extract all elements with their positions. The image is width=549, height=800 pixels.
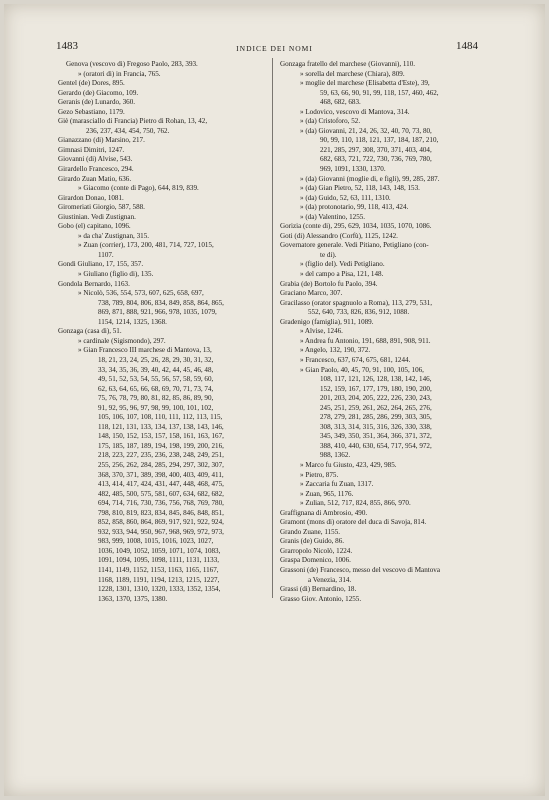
index-entry: Giovanni (di) Alvise, 543.	[58, 155, 133, 164]
index-entry: » (oratori di) in Francia, 765.	[78, 69, 161, 78]
index-entry: 1107.	[98, 250, 114, 259]
column-divider	[272, 58, 273, 598]
index-entry: Governatore generale. Vedi Pitiano, Petigliano (con-	[280, 241, 429, 250]
index-entry: 482, 485, 500, 575, 581, 607, 634, 682, 682,	[98, 489, 224, 498]
index-entry: » sorella del marchese (Chiara), 809.	[300, 69, 405, 78]
index-entry: Grabia (de) Bortolo fu Paolo, 394.	[280, 279, 378, 288]
index-entry: 148, 150, 152, 153, 157, 158, 161, 163, 167,	[98, 432, 224, 441]
index-entry: » Francesco, 637, 674, 675, 681, 1244.	[300, 355, 411, 364]
index-entry: Grassi (di) Bernardino, 18.	[280, 585, 357, 594]
index-entry: 105, 106, 107, 108, 110, 111, 112, 113, 115,	[98, 413, 223, 422]
index-entry: 245, 251, 259, 261, 262, 264, 265, 276,	[320, 403, 432, 412]
index-entry: 388, 410, 440, 630, 654, 717, 954, 972,	[320, 441, 432, 450]
index-entry: 1228, 1301, 1310, 1320, 1333, 1352, 1354,	[98, 585, 221, 594]
index-entry: Grarropolo Nicolò, 1224.	[280, 546, 353, 555]
index-entry: Giustinian. Vedi Zustignan.	[58, 212, 136, 221]
index-entry: 118, 121, 131, 133, 134, 137, 138, 143, 146,	[98, 422, 224, 431]
index-entry: Gezo Sebastiano, 1179.	[58, 107, 125, 116]
index-entry: 345, 349, 350, 351, 364, 366, 371, 372,	[320, 432, 432, 441]
index-entry: » da cha' Zustignan, 315.	[78, 231, 150, 240]
index-entry: 694, 714, 716, 730, 736, 756, 768, 769, 780,	[98, 499, 224, 508]
index-entry: Geranis (de) Lunardo, 360.	[58, 98, 136, 107]
index-entry: Gramont (mons di) oratore del duca di Savoja, 814.	[280, 518, 427, 527]
index-entry: te di).	[320, 250, 337, 259]
index-entry: » Alvise, 1246.	[300, 327, 343, 336]
index-entry: 236, 237, 434, 454, 750, 762.	[86, 126, 170, 135]
index-entry: Gradenigo (famiglia), 911, 1089.	[280, 317, 374, 326]
index-entry: Grasso Giov. Antonio, 1255.	[280, 594, 362, 603]
index-entry: » Angelo, 132, 190, 372.	[300, 346, 371, 355]
index-entry: 152, 159, 167, 177, 179, 180, 190, 200,	[320, 384, 432, 393]
index-entry: Genova (vescovo di) Fregoso Paolo, 283, 393.	[66, 60, 198, 68]
left-index-column	[58, 60, 267, 604]
index-entry: 255, 256, 262, 284, 285, 294, 297, 302, 307,	[98, 460, 224, 469]
index-entry: 218, 223, 227, 235, 236, 238, 248, 249, 251,	[98, 451, 224, 460]
index-entry: Gerardo (de) Giacomo, 109.	[58, 88, 139, 97]
index-entry: 33, 34, 35, 36, 39, 40, 42, 44, 45, 46, 48,	[98, 365, 214, 374]
index-entry: 221, 285, 297, 308, 370, 371, 403, 404,	[320, 145, 432, 154]
index-entry: Grassoni (de) Francesco, messo del vescovo di Mantova	[280, 565, 440, 574]
index-entry: 552, 640, 733, 826, 836, 912, 1088.	[308, 308, 410, 317]
running-title: INDICE DEI NOMI	[236, 44, 313, 53]
index-entry: 308, 313, 314, 315, 316, 326, 330, 338,	[320, 422, 432, 431]
index-entry: 1168, 1189, 1191, 1194, 1213, 1215, 1227,	[98, 575, 220, 584]
index-entry: Gondola Bernardo, 1163.	[58, 279, 130, 288]
index-entry: » Pietro, 875.	[300, 470, 339, 479]
index-entry: 932, 933, 944, 950, 967, 968, 969, 972, 973,	[98, 527, 224, 536]
index-entry: a Venezia, 314.	[308, 575, 352, 584]
index-entry: 1091, 1094, 1095, 1098, 1111, 1131, 1133,	[98, 556, 220, 565]
index-entry: 1154, 1214, 1325, 1368.	[98, 317, 167, 326]
index-entry: Gianazzano (di) Marsino, 217.	[58, 136, 145, 145]
index-entry: » (da) protonotario, 99, 118, 413, 424.	[300, 203, 409, 212]
index-entry: 869, 871, 888, 921, 966, 978, 1035, 1079,	[98, 308, 217, 317]
index-entry: » cardinale (Sigismondo), 297.	[78, 336, 166, 345]
index-entry: 969, 1091, 1330, 1370.	[320, 165, 386, 174]
index-entry: » Zuan (corrier), 173, 200, 481, 714, 727, 1015,	[78, 241, 214, 250]
index-entry: 201, 203, 204, 205, 222, 226, 230, 243,	[320, 394, 432, 403]
index-entry: 468, 682, 683.	[320, 98, 361, 107]
index-entry: » Lodovico, vescovo di Mantova, 314.	[300, 107, 410, 116]
index-entry: Gobo (el) capitano, 1096.	[58, 222, 131, 231]
right-index-column	[280, 60, 492, 604]
right-page-number: 1484	[456, 40, 478, 52]
left-page-number: 1483	[56, 40, 78, 52]
index-entry: 413, 414, 417, 424, 431, 447, 448, 468, 475,	[98, 480, 224, 489]
index-entry: » (da) Valentino, 1255.	[300, 212, 366, 221]
index-entry: Gondi Giuliano, 17, 155, 357.	[58, 260, 144, 269]
index-entry: Gracilasso (orator spagnuolo a Roma), 113, 279, 531,	[280, 298, 433, 307]
index-entry: 1036, 1049, 1052, 1059, 1071, 1074, 1083,	[98, 546, 221, 555]
index-entry: Giè (marasciallo di Francia) Pietro di Rohan, 13, 42,	[58, 117, 208, 126]
index-entry: 18, 21, 23, 24, 25, 26, 28, 29, 30, 31, 32,	[98, 355, 214, 364]
index-entry: » del campo a Pisa, 121, 148.	[300, 270, 384, 279]
index-entry: » Nicolò, 536, 554, 573, 607, 625, 658, 697,	[78, 289, 204, 298]
index-entry: 988, 1362.	[320, 451, 351, 460]
index-entry: Gonzaga fratello del marchese (Giovanni), 110.	[280, 60, 416, 68]
index-entry: 852, 858, 860, 864, 869, 917, 921, 922, 924,	[98, 518, 224, 527]
index-entry: Girardello Francesco, 294.	[58, 165, 134, 174]
index-entry: 278, 279, 281, 285, 286, 299, 303, 305,	[320, 413, 432, 422]
index-entry: » Giacomo (conte di Pago), 644, 819, 839.	[78, 184, 199, 193]
index-entry: 1141, 1149, 1152, 1153, 1163, 1165, 1167,	[98, 565, 219, 574]
index-entry: 738, 789, 804, 806, 834, 849, 858, 864, 865,	[98, 298, 224, 307]
index-entry: 62, 63, 64, 65, 66, 68, 69, 70, 71, 73, 74,	[98, 384, 214, 393]
index-entry: 682, 683, 721, 722, 730, 736, 769, 780,	[320, 155, 432, 164]
index-entry: Goti (di) Alessandro (Corfù), 1125, 1242.	[280, 231, 398, 240]
index-entry: Gentel (de) Dores, 895.	[58, 79, 125, 88]
index-entry: Girardon Donao, 1081.	[58, 193, 124, 202]
index-entry: » (figlio del). Vedi Petigliano.	[300, 260, 385, 269]
index-entry: Graspa Domenico, 1006.	[280, 556, 351, 565]
index-entry: Gonzaga (casa di), 51.	[58, 327, 122, 336]
index-entry: » (da) Guido, 52, 63, 111, 1310.	[300, 193, 391, 202]
index-entry: » moglie del marchese (Elisabetta d'Este), 39,	[300, 79, 430, 88]
index-entry: » Zaccaria fu Zuan, 1317.	[300, 480, 374, 489]
index-entry: 175, 185, 187, 189, 194, 198, 199, 200, 216,	[98, 441, 224, 450]
index-entry: » (da) Giovanni (moglie di, e figli), 99, 285, 287.	[300, 174, 440, 183]
index-entry: Granis (de) Guido, 86.	[280, 537, 345, 546]
index-entry: » (da) Gian Pietro, 52, 118, 143, 148, 153.	[300, 184, 420, 193]
index-entry: » Gian Paolo, 40, 45, 70, 91, 100, 105, 106,	[300, 365, 424, 374]
index-entry: Girardo Zuan Matio, 636.	[58, 174, 132, 183]
index-entry: Graciano Marco, 307.	[280, 289, 343, 298]
index-entry: 798, 810, 819, 823, 834, 845, 846, 848, 851,	[98, 508, 224, 517]
index-entry: 108, 117, 121, 126, 128, 138, 142, 146,	[320, 375, 432, 384]
index-entry: » Andrea fu Antonio, 191, 688, 891, 908, 911.	[300, 336, 431, 345]
index-entry: » Giuliano (figlio di), 135.	[78, 270, 154, 279]
index-entry: Gorizia (conte di), 295, 629, 1034, 1035, 1070, 1086.	[280, 222, 432, 231]
index-entry: 75, 76, 78, 79, 80, 81, 82, 85, 86, 89, 90,	[98, 394, 214, 403]
index-entry: Grando Zuane, 1155.	[280, 527, 341, 536]
index-entry: » Gian Francesco III marchese di Mantova, 13,	[78, 346, 212, 355]
index-entry: 49, 51, 52, 53, 54, 55, 56, 57, 58, 59, 60,	[98, 375, 214, 384]
index-entry: 1363, 1370, 1375, 1380.	[98, 594, 168, 603]
index-entry: 983, 999, 1008, 1015, 1016, 1023, 1027,	[98, 537, 214, 546]
index-entry: » (da) Giovanni, 21, 24, 26, 32, 40, 70, 73, 80,	[300, 126, 432, 135]
index-entry: Graffignana di Ambrosio, 490.	[280, 508, 368, 517]
index-entry: » (da) Cristoforo, 52.	[300, 117, 361, 126]
index-entry: Giromeriati Giorgio, 587, 588.	[58, 203, 145, 212]
index-entry: » Marco fu Giusto, 423, 429, 985.	[300, 460, 397, 469]
index-entry: » Zulian, 512, 717, 824, 855, 866, 970.	[300, 499, 411, 508]
index-entry: 368, 370, 371, 389, 398, 400, 403, 409, 411,	[98, 470, 224, 479]
index-entry: 91, 92, 95, 96, 97, 98, 99, 100, 101, 102,	[98, 403, 214, 412]
index-entry: 90, 99, 110, 118, 121, 137, 184, 187, 210,	[320, 136, 439, 145]
index-entry: » Zuan, 965, 1176.	[300, 489, 354, 498]
index-entry: Gimnasi Dimitri, 1247.	[58, 145, 125, 154]
index-entry: 59, 63, 66, 90, 91, 99, 118, 157, 460, 462,	[320, 88, 439, 97]
